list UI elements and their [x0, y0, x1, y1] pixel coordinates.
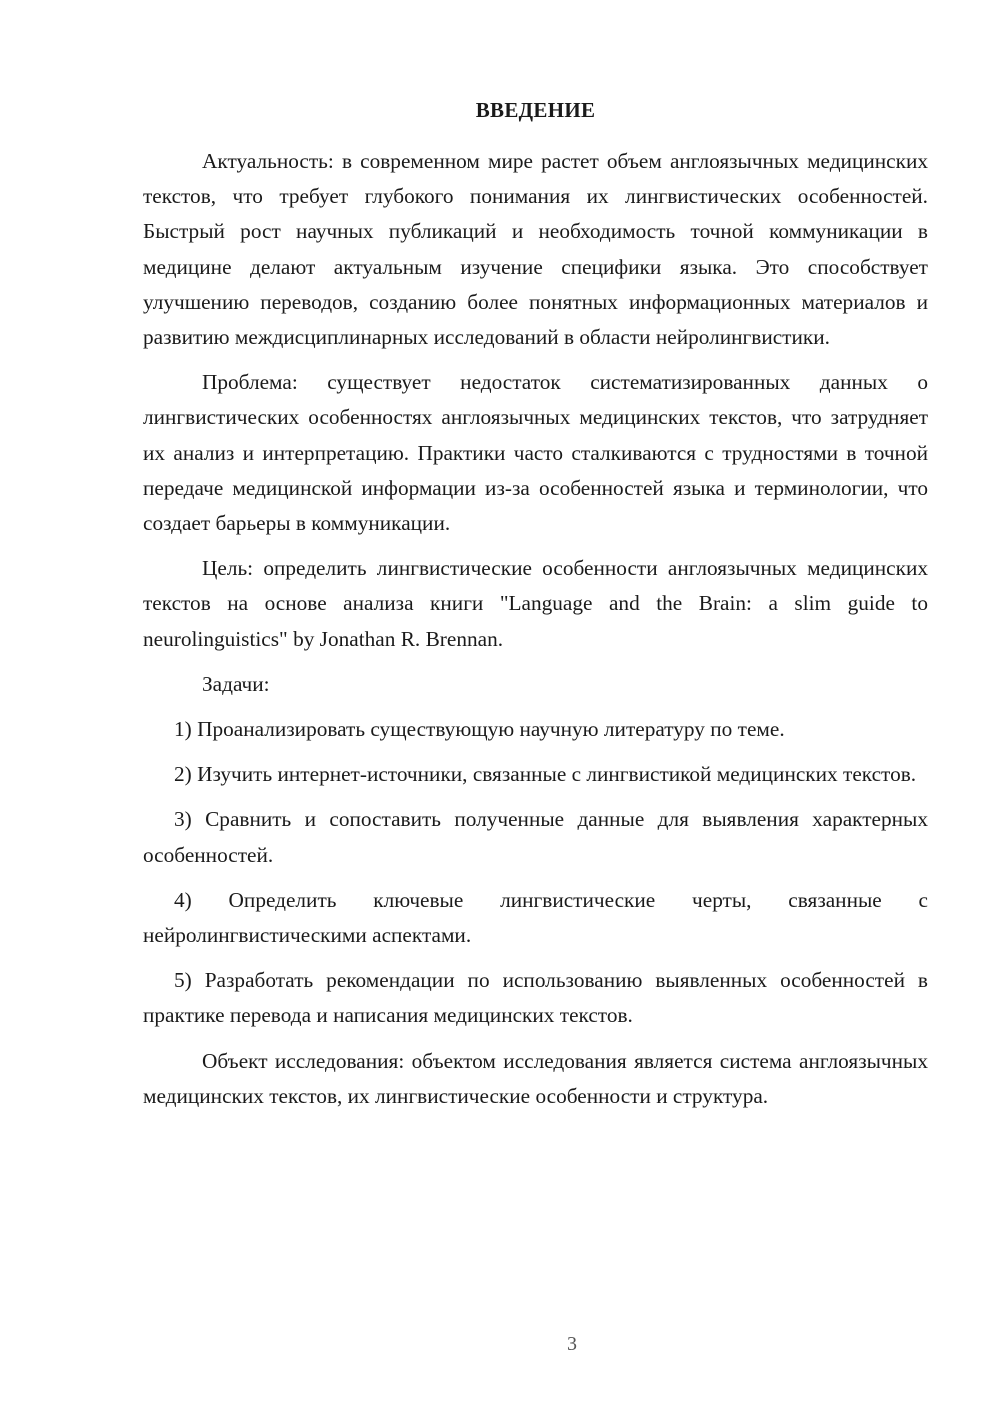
paragraph-object: Объект исследования: объектом исследования является система англоязычных медицинских текстов, их лингвистические особенности и структура.: [143, 1048, 928, 1108]
section-heading: ВВЕДЕНИЕ: [475, 98, 596, 122]
task-item-1: 1) Проанализировать существующую научную литературу по теме.: [174, 717, 785, 742]
paragraph-goal: Цель: определить лингвистические особенности англоязычных медицинских текстов на основе анализа книги "Language and the Brain: a slim guide to neurolinguistics" by Jonathan R. Brennan.: [143, 556, 928, 651]
task-item-3: 3) Сравнить и сопоставить полученные данные для выявления характерных особенностей.: [143, 807, 928, 867]
paragraph-problem: Проблема: существует недостаток систематизированных данных о лингвистических особенностях англоязычных медицинских текстов, что затрудняет их анализ и интерпретацию. Практики часто сталкиваются с трудностями в точной передаче медицинской информации из-за особенностей языка и терминологии, что создает барьеры в коммуникации.: [143, 370, 928, 536]
task-item-5: 5) Разработать рекомендации по использованию выявленных особенностей в практике перевода и написания медицинских текстов.: [143, 968, 928, 1028]
page-number-text: 3: [567, 1333, 577, 1355]
task-item-4: 4) Определить ключевые лингвистические черты, связанные с нейролингвистическими аспектами.: [143, 887, 928, 948]
paragraph-relevance: Актуальность: в современном мире растет объем англоязычных медицинских текстов, что требует глубокого понимания их лингвистических особенностей. Быстрый рост научных публикаций и необходимость точной коммуникации в медицине делают актуальным изучение специфики языка. Это способствует улучшению переводов, созданию более понятных информационных материалов и развитию междисциплинарных исследований в области нейролингвистики.: [143, 149, 928, 350]
tasks-title: Задачи:: [202, 671, 270, 696]
page-number: [72, 1333, 1000, 1356]
document-page: [143, 93, 928, 1114]
task-item-2: 2) Изучить интернет-источники, связанные с лингвистикой медицинских текстов.: [174, 762, 917, 787]
